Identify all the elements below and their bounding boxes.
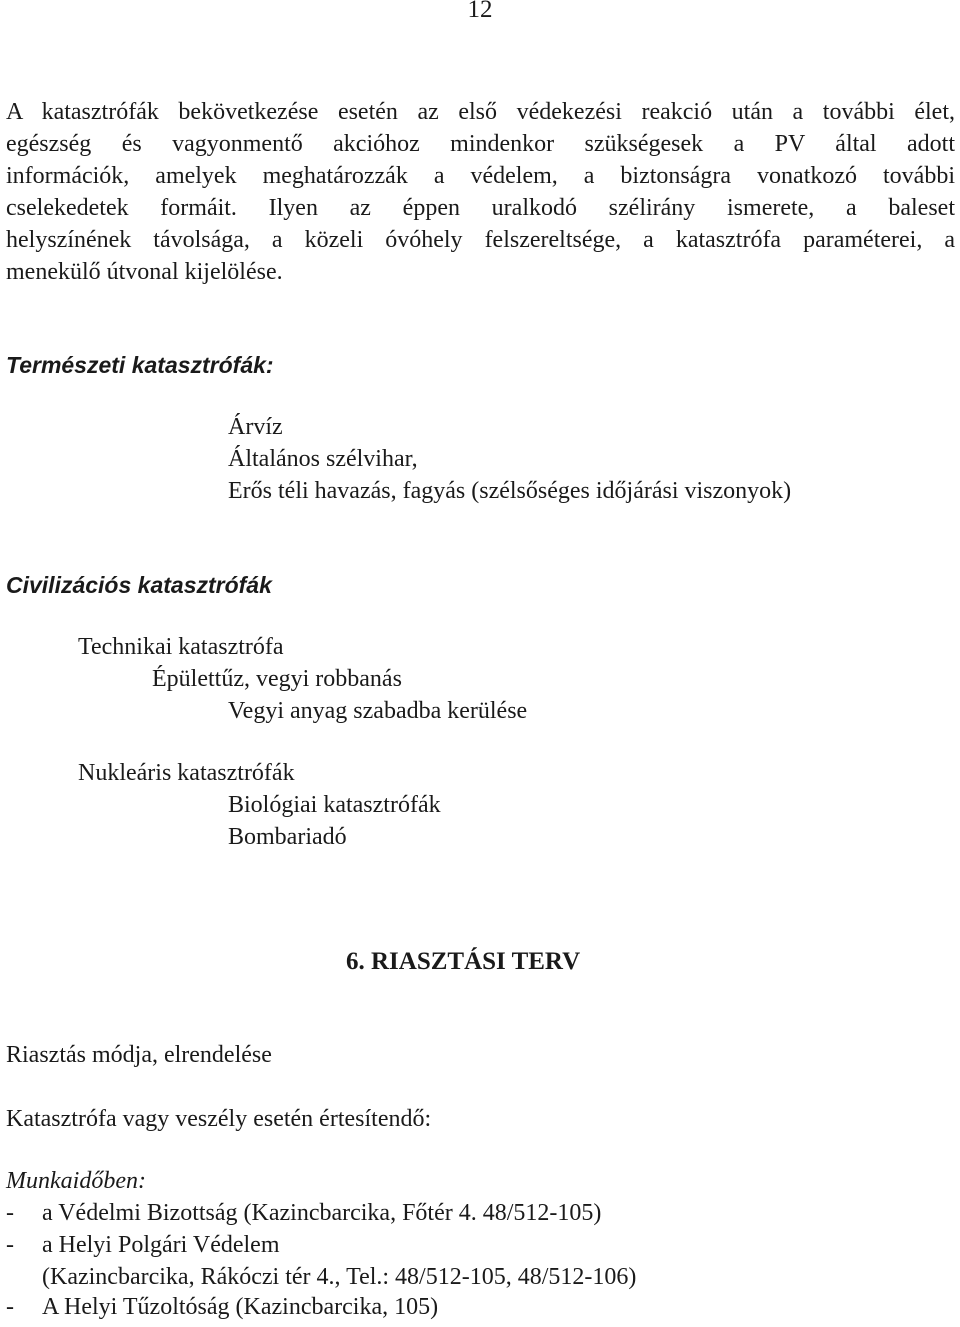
natural-disasters-heading: Természeti katasztrófák:: [6, 352, 274, 378]
natural-item-flood: Árvíz: [228, 414, 283, 440]
intro-line: A katasztrófák bekövetkezése esetén az első védekezési reakció után a további élet,: [6, 99, 955, 125]
natural-item-snow: Erős téli havazás, fagyás (szélsőséges időjárási viszonyok): [228, 478, 792, 504]
contact-civil-defense: a Helyi Polgári Védelem: [42, 1232, 280, 1258]
alarm-method-heading: Riasztás módja, elrendelése: [6, 1042, 272, 1068]
contact-civil-defense-address: (Kazincbarcika, Rákóczi tér 4., Tel.: 48/512-105, 48/512-106): [42, 1264, 637, 1290]
natural-item-storm: Általános szélvihar,: [228, 446, 418, 472]
intro-line: egészség és vagyonmentő akcióhoz mindenkor szükségesek a PV által adott: [6, 131, 955, 157]
nuclear-item-biological: Biológiai katasztrófák: [228, 792, 441, 818]
notify-heading: Katasztrófa vagy veszély esetén értesítendő:: [6, 1106, 432, 1132]
contact-dash: -: [6, 1232, 14, 1258]
contact-fire-brigade: A Helyi Tűzoltóság (Kazincbarcika, 105): [42, 1294, 439, 1320]
contact-dash: -: [6, 1200, 14, 1226]
chapter-title: 6. RIASZTÁSI TERV: [346, 948, 581, 975]
technical-disaster-label: Technikai katasztrófa: [78, 634, 284, 660]
nuclear-disaster-label: Nukleáris katasztrófák: [78, 760, 295, 786]
nuclear-item-bomb: Bombariadó: [228, 824, 347, 850]
intro-line: információk, amelyek meghatározzák a védelem, a biztonságra vonatkozó további: [6, 163, 955, 189]
contact-dash: -: [6, 1294, 14, 1320]
contact-defense-committee: a Védelmi Bizottság (Kazincbarcika, Főtér 4. 48/512-105): [42, 1200, 602, 1226]
intro-line: menekülő útvonal kijelölése.: [6, 259, 283, 285]
technical-item-chemical: Vegyi anyag szabadba kerülése: [228, 698, 528, 724]
intro-line: cselekedetek formáit. Ilyen az éppen uralkodó szélirány ismerete, a baleset: [6, 195, 955, 221]
page-number: 12: [467, 0, 493, 23]
working-hours-label: Munkaidőben:: [6, 1168, 146, 1194]
civil-disasters-heading: Civilizációs katasztrófák: [6, 572, 272, 598]
intro-line: helyszínének távolsága, a közeli óvóhely felszereltsége, a katasztrófa paraméterei, a: [6, 227, 955, 253]
technical-item-fire: Épülettűz, vegyi robbanás: [152, 666, 402, 692]
intro-paragraph: [6, 96, 955, 288]
